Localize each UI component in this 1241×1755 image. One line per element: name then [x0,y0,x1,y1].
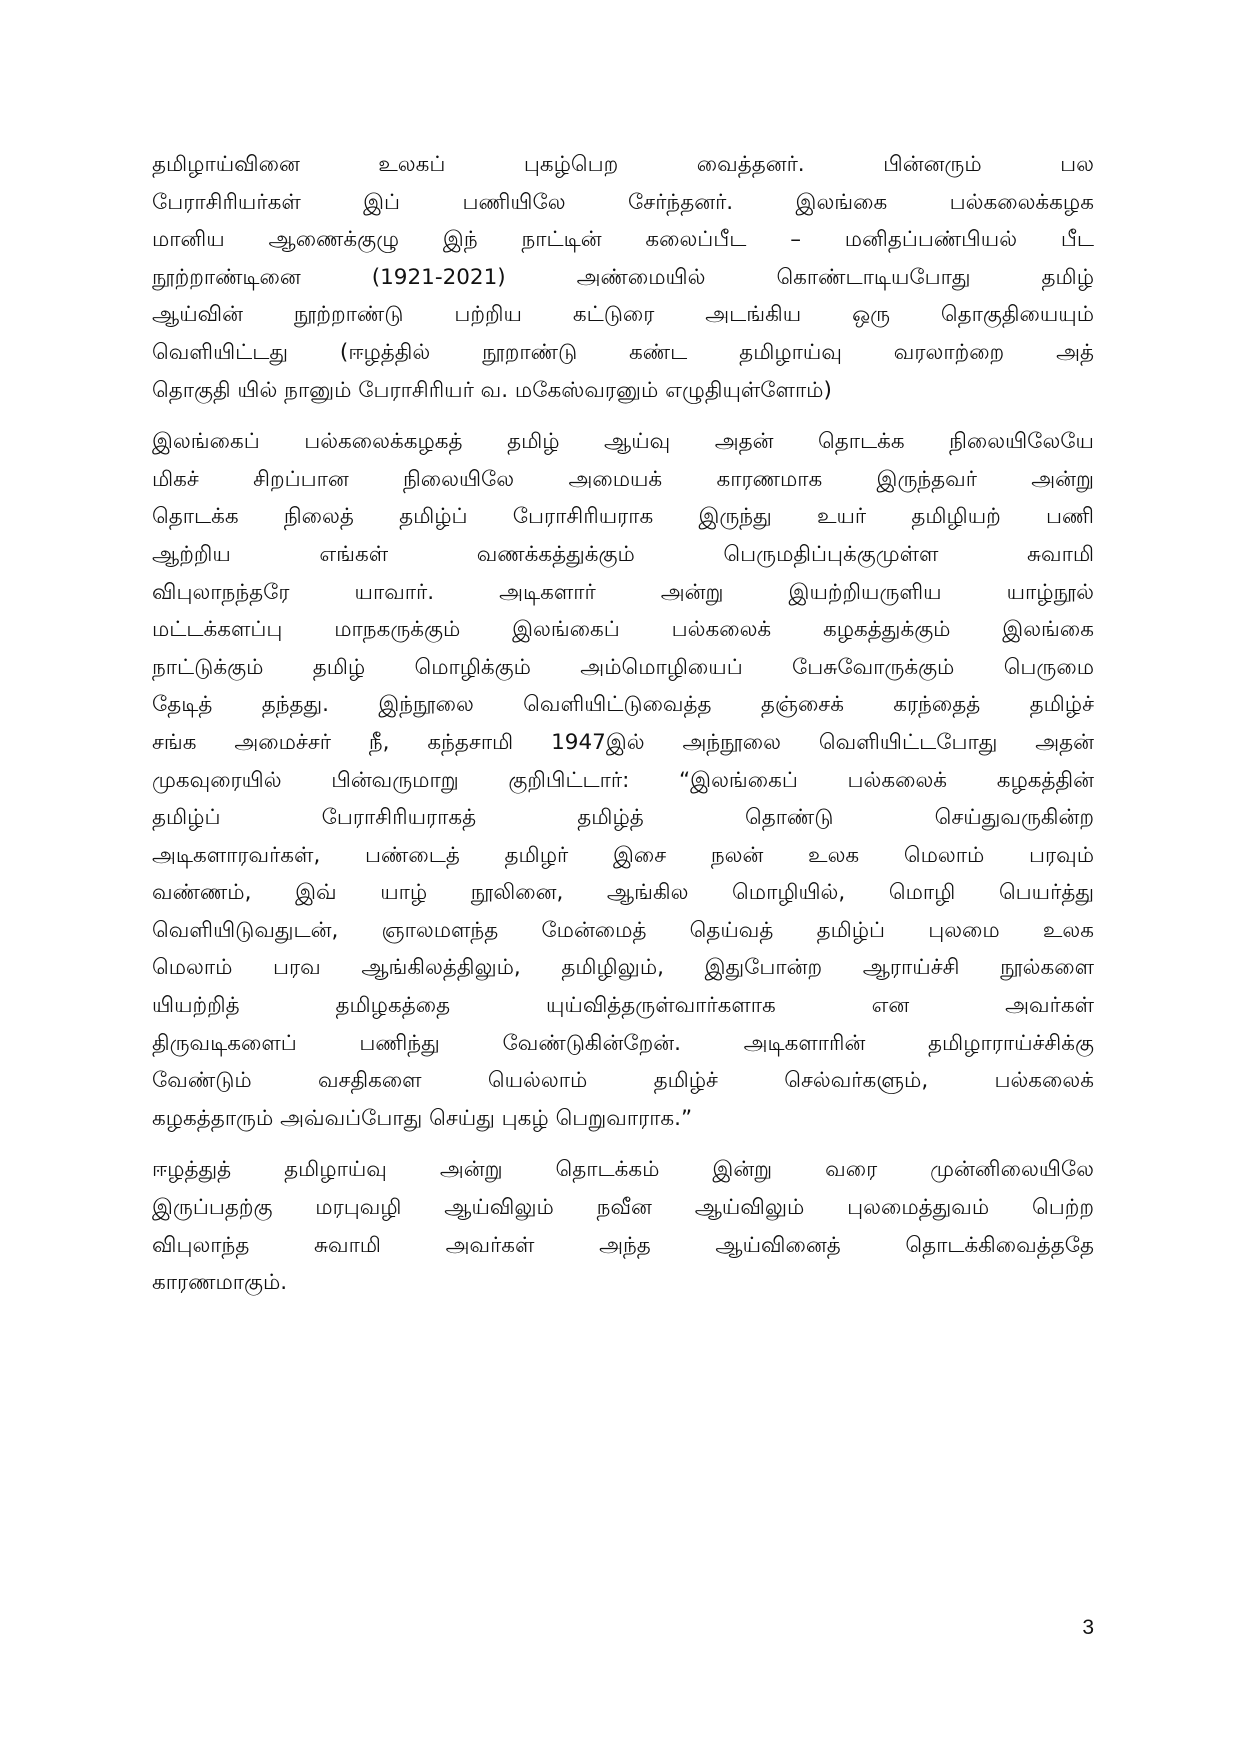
text-line: விபுலாநந்தரே யாவார். அடிகளார் அன்று இயற்றியருளிய யாழ்நூல் [152,579,1094,605]
text-line: நாட்டுக்கும் தமிழ் மொழிக்கும் அம்மொழியைப் பேசுவோருக்கும் பெருமை [152,654,1094,680]
text-line: அடிகளாரவர்கள், பண்டைத் தமிழர் இசை நலன் உலக மெலாம் பரவும் [152,842,1094,868]
text-line: மிகச் சிறப்பான நிலையிலே அமையக் காரணமாக இருந்தவர் அன்று [152,466,1094,492]
text-line: தமிழாய்வினை உலகப் புகழ்பெற வைத்தனர். பின்னரும் பல [152,152,1094,177]
text-line: மானிய ஆணைக்குழு இந் நாட்டின் கலைப்பீட – மனிதப்பண்பியல் பீட [152,227,1094,253]
text-line: திருவடிகளைப் பணிந்து வேண்டுகின்றேன். அடிகளாரின் தமிழாராய்ச்சிக்கு [152,1030,1094,1056]
body-text [152,146,1094,1316]
text-line: நூற்றாண்டினை (1921-2021) அண்மையில் கொண்டாடியபோது தமிழ் [152,264,1094,290]
text-line: விபுலாந்த சுவாமி அவர்கள் அந்த ஆய்வினைத் தொடக்கிவைத்ததே [152,1232,1094,1258]
text-line: ஈழத்துத் தமிழாய்வு அன்று தொடக்கம் இன்று வரை முன்னிலையிலே [152,1157,1094,1183]
text-line: தொகுதி யில் நானும் பேராசிரியர் வ. மகேஸ்வரனும் எழுதியுள்ளோம்) [152,377,832,403]
text-line: காரணமாகும். [152,1270,288,1296]
text-line: யியற்றித் தமிழகத்தை யுய்வித்தருள்வார்களாக என அவர்கள் [152,993,1094,1019]
paragraph-3 [152,1151,1094,1301]
text-line: வெளியிடுவதுடன், ஞாலமளந்த மேன்மைத் தெய்வத் தமிழ்ப் புலமை உலக [152,917,1094,943]
paragraph-1 [152,146,1094,409]
text-line: வண்ணம், இவ் யாழ் நூலினை, ஆங்கில மொழியில், மொழி பெயர்த்து [152,880,1094,906]
text-line: ஆய்வின் நூற்றாண்டு பற்றிய கட்டுரை அடங்கிய ஒரு தொகுதியையும் [152,302,1094,328]
text-line: மெலாம் பரவ ஆங்கிலத்திலும், தமிழிலும், இதுபோன்ற ஆராய்ச்சி நூல்களை [152,955,1094,981]
page-number: 3 [1082,1616,1094,1639]
text-line: சங்க அமைச்சர் நீ, கந்தசாமி 1947இல் அந்நூலை வெளியிட்டபோது அதன் [152,729,1094,755]
text-line: இலங்கைப் பல்கலைக்கழகத் தமிழ் ஆய்வு அதன் தொடக்க நிலையிலேயே [152,429,1094,455]
text-line: கழகத்தாரும் அவ்வப்போது செய்து புகழ் பெறுவாராக.” [152,1105,693,1131]
text-line: இருப்பதற்கு மரபுவழி ஆய்விலும் நவீன ஆய்விலும் புலமைத்துவம் பெற்ற [152,1195,1094,1221]
text-line: தமிழ்ப் பேராசிரியராகத் தமிழ்த் தொண்டு செய்துவருகின்ற [152,805,1094,831]
paragraph-2 [152,423,1094,1137]
text-line: வெளியிட்டது (ஈழத்தில் நூறாண்டு கண்ட தமிழாய்வு வரலாற்றை அத் [152,339,1094,365]
text-line: தொடக்க நிலைத் தமிழ்ப் பேராசிரியராக இருந்து உயர் தமிழியற் பணி [152,504,1094,530]
text-line: மட்டக்களப்பு மாநகருக்கும் இலங்கைப் பல்கலைக் கழகத்துக்கும் இலங்கை [152,617,1094,643]
text-line: ஆற்றிய எங்கள் வணக்கத்துக்கும் பெருமதிப்புக்குமுள்ள சுவாமி [152,541,1094,567]
text-line: பேராசிரியர்கள் இப் பணியிலே சேர்ந்தனர். இலங்கை பல்கலைக்கழக [152,189,1094,215]
text-line: தேடித் தந்தது. இந்நூலை வெளியிட்டுவைத்த தஞ்சைக் கரந்தைத் தமிழ்ச் [152,692,1094,718]
text-line: வேண்டும் வசதிகளை யெல்லாம் தமிழ்ச் செல்வர்களும், பல்கலைக் [152,1068,1094,1094]
text-line: முகவுரையில் பின்வருமாறு குறிபிட்டார்: “இலங்கைப் பல்கலைக் கழகத்தின் [152,767,1094,793]
